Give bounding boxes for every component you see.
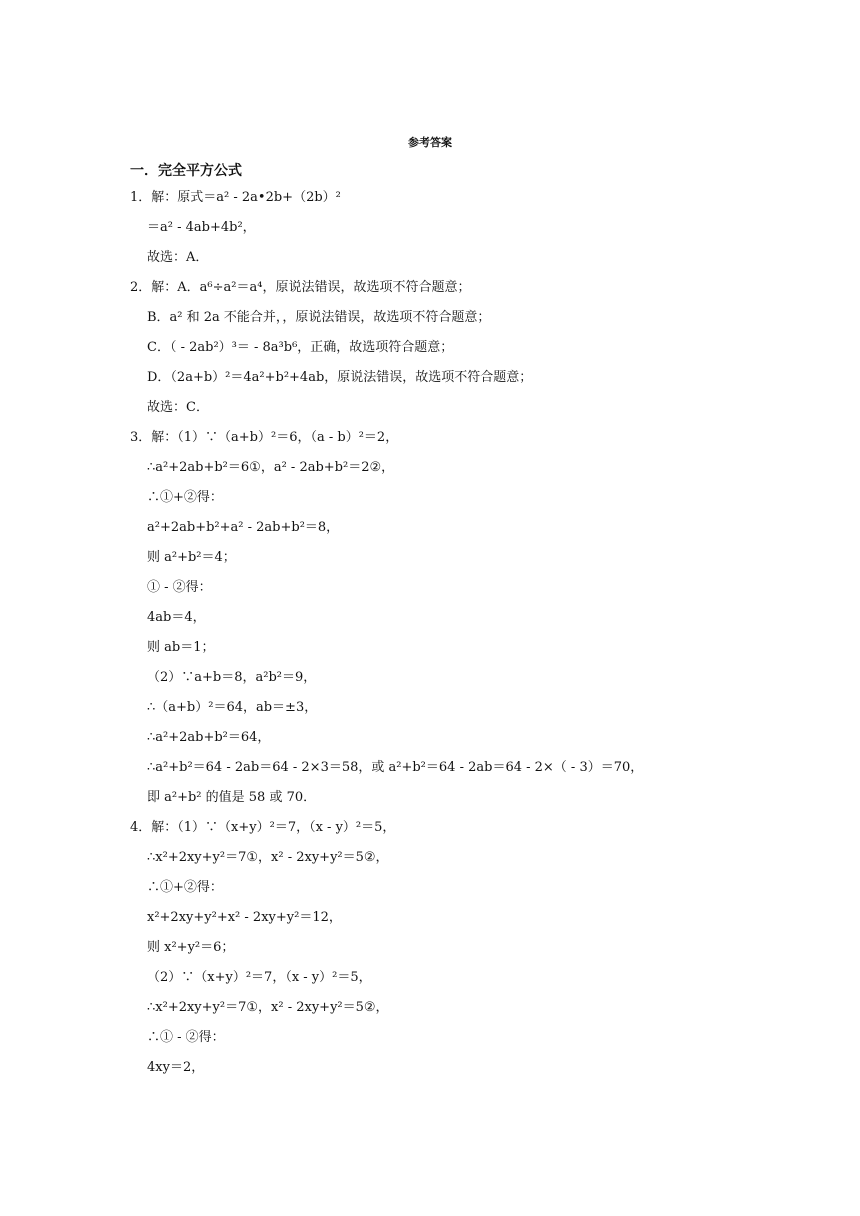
answer-line-12: a²+2ab+b²+a² - 2ab+b²＝8， (147, 520, 340, 535)
section-heading: 一．完全平方公式 (130, 163, 242, 179)
answer-line-28: ∴x²+2xy+y²＝7①，x² - 2xy+y²＝5②， (147, 1000, 389, 1015)
answer-line-23: ∴x²+2xy+y²＝7①，x² - 2xy+y²＝5②， (147, 850, 389, 865)
answer-line-2: ＝a² - 4ab+4b²， (147, 220, 256, 235)
answer-line-6: C．（ - 2ab²）³＝ - 8a³b⁶，正确，故选项符合题意； (147, 340, 454, 355)
answer-line-25: x²+2xy+y²+x² - 2xy+y²＝12， (147, 910, 342, 925)
answer-line-4: 2．解：A．a⁶÷a²＝a⁴，原说法错误，故选项不符合题意； (130, 280, 471, 295)
answer-line-7: D．（2a+b）²＝4a²+b²+4ab，原说法错误，故选项不符合题意； (147, 370, 533, 385)
answer-line-30: 4xy＝2， (147, 1060, 205, 1075)
answer-line-1: 1．解：原式＝a² - 2a•2b+（2b）² (130, 190, 341, 205)
answer-line-29: ∴① - ②得： (147, 1030, 225, 1045)
answer-line-24: ∴①+②得： (147, 880, 223, 895)
answer-line-8: 故选：C． (147, 400, 209, 415)
answer-line-22: 4．解：（1）∵（x+y）²＝7，（x - y）²＝5， (130, 820, 396, 835)
answer-line-14: ① - ②得： (147, 580, 212, 595)
answer-line-10: ∴a²+2ab+b²＝6①，a² - 2ab+b²＝2②， (147, 460, 395, 475)
answer-line-5: B．a² 和 2a 不能合并，，原说法错误，故选项不符合题意； (147, 310, 491, 325)
answer-line-3: 故选：A． (147, 250, 209, 265)
answer-line-26: 则 x²+y²＝6； (147, 940, 235, 955)
answer-line-16: 则 ab＝1； (147, 640, 215, 655)
answer-line-15: 4ab＝4， (147, 610, 206, 625)
answer-line-11: ∴①+②得： (147, 490, 223, 505)
page-title: 参考答案 (408, 136, 452, 149)
answer-line-21: 即 a²+b² 的值是 58 或 70． (147, 790, 317, 805)
answer-line-19: ∴a²+2ab+b²＝64， (147, 730, 271, 745)
answer-line-18: ∴（a+b）²＝64，ab＝±3， (147, 700, 318, 715)
answer-line-27: （2）∵（x+y）²＝7，（x - y）²＝5， (147, 970, 372, 985)
answer-line-9: 3．解：（1）∵（a+b）²＝6，（a - b）²＝2， (130, 430, 399, 445)
answer-line-20: ∴a²+b²＝64 - 2ab＝64 - 2×3＝58，或 a²+b²＝64 - 2ab＝64 - 2×（ - 3）＝70， (147, 760, 644, 775)
answer-line-17: （2）∵a+b＝8，a²b²＝9， (147, 670, 317, 685)
answer-line-13: 则 a²+b²＝4； (147, 550, 236, 565)
